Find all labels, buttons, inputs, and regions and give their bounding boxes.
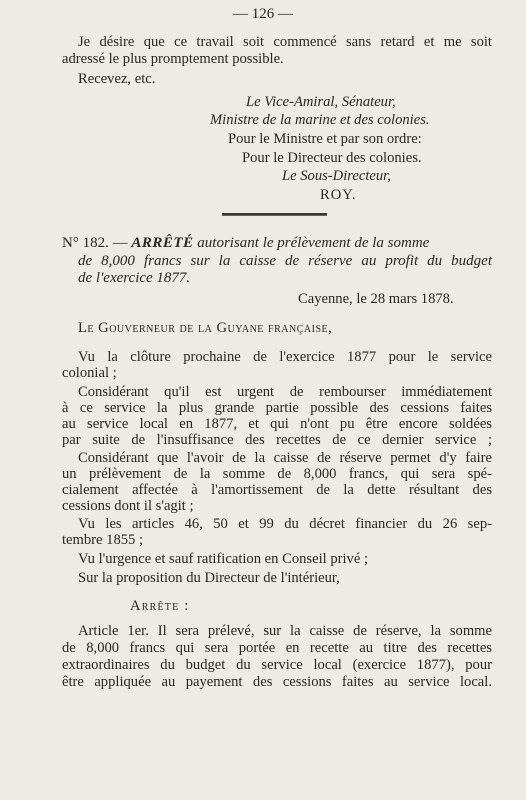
para3-line-2: un prélèvement de la somme de 8,000 francs, qui sera spé- <box>62 466 492 482</box>
article1-line-3: extraordinaires du budget du service local (exercice 1877), pour <box>62 657 492 673</box>
page-number: — 126 — <box>233 6 293 22</box>
place-date: Cayenne, le 28 mars 1878. <box>298 291 454 307</box>
para1-line-1: Vu la clôture prochaine de l'exercice 1877 pour le service <box>78 349 492 365</box>
signature-director: Pour le Directeur des colonies. <box>242 150 422 166</box>
decree-title-line-2: de 8,000 francs sur la caisse de réserve au profit du budget <box>78 253 492 269</box>
para1-line-2: colonial ; <box>62 365 117 381</box>
signature-ministry: Ministre de la marine et des colonies. <box>210 112 430 128</box>
intro-line-1: Je désire que ce travail soit commencé sans retard et me soit <box>78 34 492 50</box>
signature-order: Pour le Ministre et par son ordre: <box>228 131 422 147</box>
decree-title-head: ARRÊTÉ <box>131 235 194 251</box>
decree-number: N° 182. — <box>62 235 128 251</box>
article1-line-2: de 8,000 francs qui sera portée en recette au titre des recettes <box>62 640 492 656</box>
signature-name: ROY. <box>320 187 357 203</box>
para2-line-2: à ce service la plus grande partie possible des cessions faites <box>62 400 492 416</box>
para3-line-3: cialement affectée à l'amortissement de la dette résultant des <box>62 482 492 498</box>
para5: Vu l'urgence et sauf ratification en Conseil privé ; <box>78 551 369 567</box>
decree-title-line-3: de l'exercice 1877. <box>78 270 191 286</box>
para2-line-1: Considérant qu'il est urgent de rembourser immédiatement <box>78 384 492 400</box>
article1-line-1: Article 1er. Il sera prélevé, sur la caisse de réserve, la somme <box>78 623 492 639</box>
para4-line-2: tembre 1855 ; <box>62 532 144 548</box>
signature-title: Le Vice-Amiral, Sénateur, <box>246 94 396 110</box>
para4-line-1: Vu les articles 46, 50 et 99 du décret financier du 26 sep- <box>78 516 492 532</box>
signature-subdirector: Le Sous-Directeur, <box>282 168 391 184</box>
decree-title-line-1 <box>62 235 492 252</box>
arrete-heading: Arrête : <box>130 598 190 614</box>
intro-line-2: adressé le plus promptement possible. <box>62 51 284 67</box>
para3-line-1: Considérant que l'avoir de la caisse de réserve permet d'y faire <box>78 450 492 466</box>
section-divider <box>222 213 327 216</box>
para2-line-4: par suite de l'insuffisance des recettes de ce dernier service ; <box>62 432 492 448</box>
article1-line-4: être appliquée au payement des cessions faites au service local. <box>62 674 492 690</box>
para2-line-3: au service local en 1877, et qui n'ont pu être encore soldées <box>62 416 492 432</box>
para6: Sur la proposition du Directeur de l'intérieur, <box>78 570 340 586</box>
para3-line-4: cessions dont il s'agit ; <box>62 498 194 514</box>
issuer: Le Gouverneur de la Guyane française, <box>78 320 333 336</box>
decree-title-rest: autorisant le prélèvement de la somme <box>197 235 430 251</box>
intro-line-3: Recevez, etc. <box>78 71 156 87</box>
